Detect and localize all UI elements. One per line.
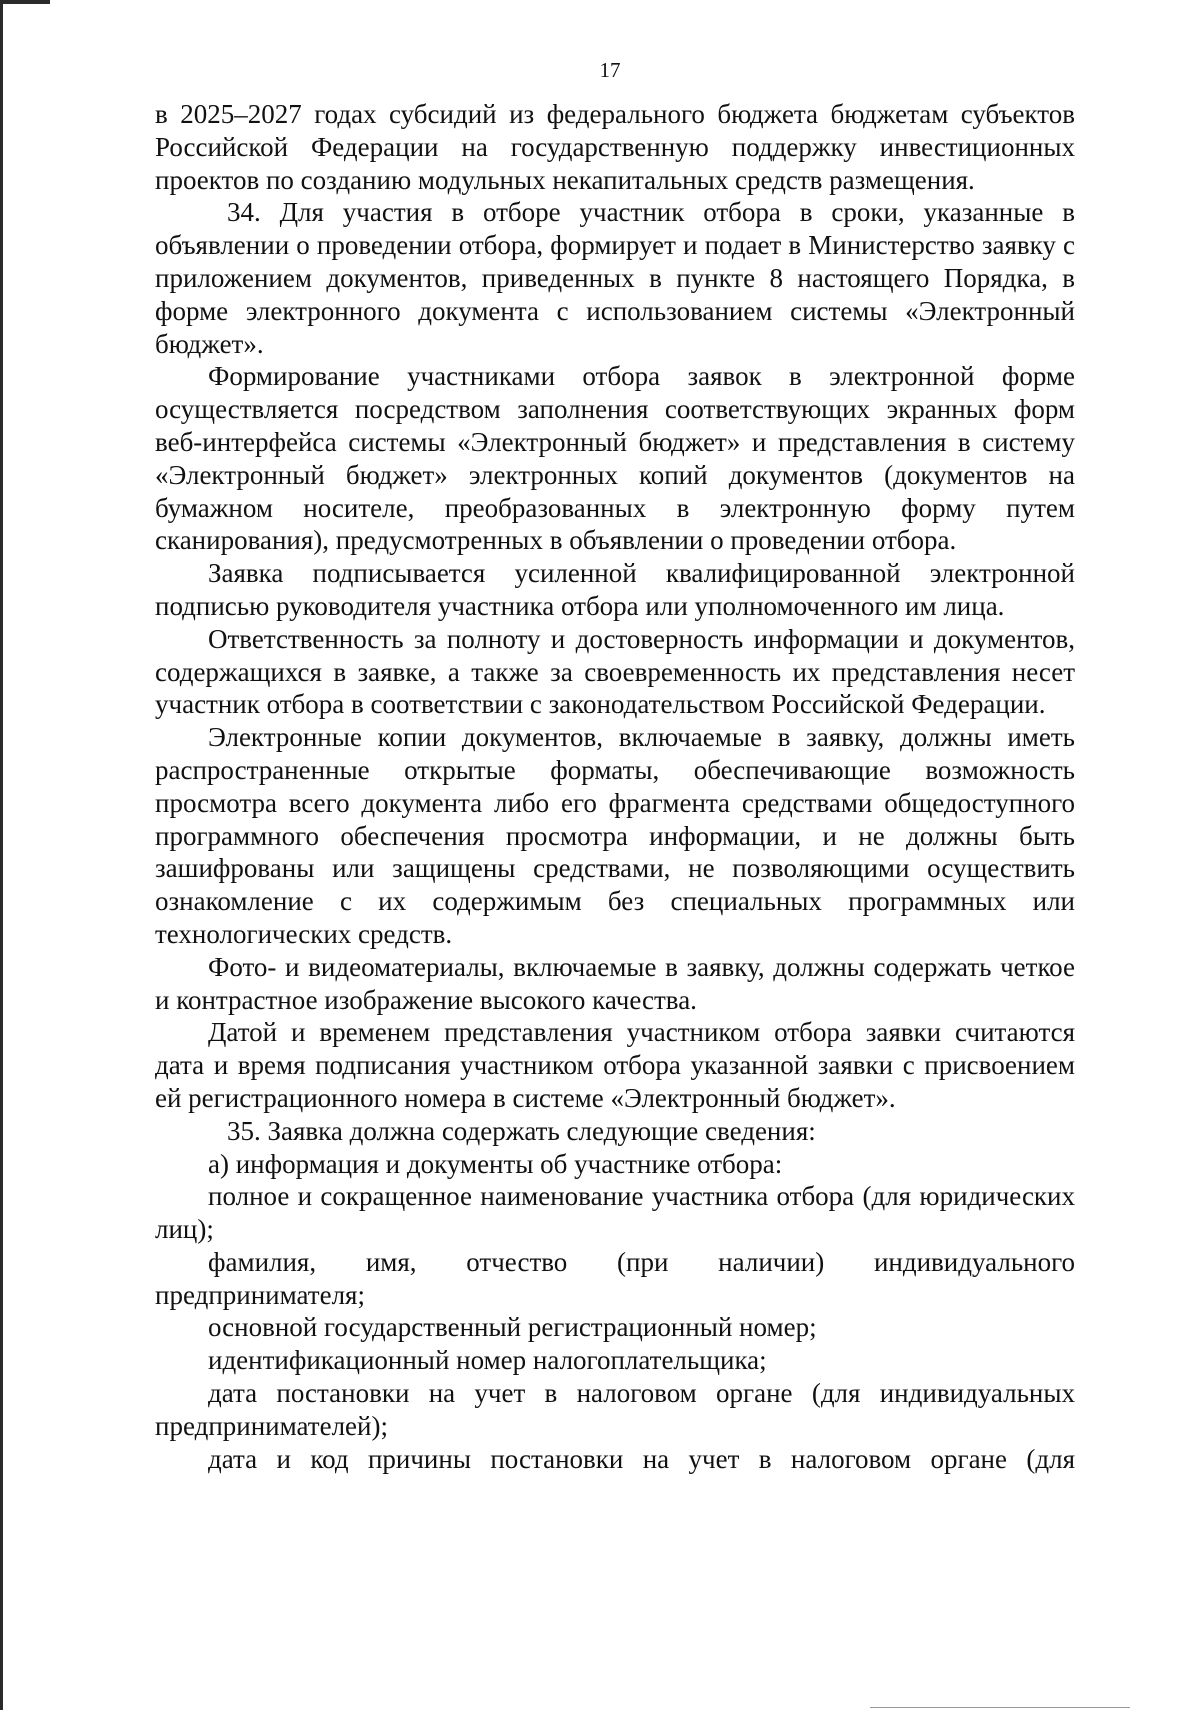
- paragraph-full-name: полное и сокращенное наименование участника отбора (для юридических лиц);: [155, 1181, 1075, 1245]
- scan-edge-bottom: [870, 1707, 1130, 1708]
- paragraph-registration-date: дата постановки на учет в налоговом органе (для индивидуальных предпринимателей);: [155, 1378, 1075, 1441]
- paragraph-item-35: 35. Заявка должна содержать следующие сведения:: [227, 1115, 816, 1146]
- paragraph-subitem-a: а) информация и документы об участнике отбора:: [208, 1148, 783, 1179]
- paragraph-item-34: 34. Для участия в отборе участник отбора в сроки, указанные в объявлении о проведении отбора, формирует и подает в Министерство заявку с приложением документов, приведенных в пункте 8 настоящего Порядка, в форме электронного документа с использованием системы «Электронный бюджет».: [155, 197, 1075, 359]
- paragraph-photo-video: Фото- и видеоматериалы, включаемые в заявку, должны содержать четкое и контрастное изображение высокого качества.: [155, 951, 1075, 1015]
- paragraph-ogrn: основной государственный регистрационный номер;: [208, 1312, 817, 1343]
- scan-edge-top: [0, 0, 50, 4]
- paragraph-electronic-copies: Электронные копии документов, включаемые в заявку, должны иметь распространенные открытые форматы, обеспечивающие возможность просмотра всего документа либо его фрагмента средствами общедоступного программного обеспечения просмотра информации, и не должны быть зашифрованы или защищены средствами, не позволяющими осуществить ознакомление с их содержимым без специальных программных или технологических средств.: [155, 722, 1075, 949]
- page-number: 17: [599, 58, 621, 82]
- paragraph-entrepreneur-name: фамилия, имя, отчество (при наличии) индивидуального предпринимателя;: [155, 1246, 1075, 1310]
- document-body: [155, 98, 1075, 1475]
- paragraph-responsibility: Ответственность за полноту и достоверность информации и документов, содержащихся в заявке, а также за своевременность их представления несет участник отбора в соответствии с законодательством Российской Федерации.: [155, 623, 1075, 720]
- paragraph-kpp: дата и код причины постановки на учет в налоговом органе (для: [208, 1443, 1075, 1474]
- paragraph-submission-date: Датой и временем представления участником отбора заявки считаются дата и время подписания участником отбора указанной заявки с присвоением ей регистрационного номера в системе «Электронный бюджет».: [155, 1017, 1075, 1113]
- scan-edge-left: [0, 0, 3, 1710]
- paragraph-signature: Заявка подписывается усиленной квалифицированной электронной подписью руководителя участника отбора или уполномоченного им лица.: [155, 558, 1075, 621]
- paragraph-electronic-forms: Формирование участниками отбора заявок в электронной форме осуществляется посредством заполнения соответствующих экранных форм веб-интерфейса системы «Электронный бюджет» и представления в систему «Электронный бюджет» электронных копий документов (документов на бумажном носителе, преобразованных в электронную форму путем сканирования), предусмотренных в объявлении о проведении отбора.: [155, 361, 1075, 556]
- paragraph-inn: идентификационный номер налогоплательщика;: [208, 1345, 767, 1376]
- paragraph-continuation: в 2025–2027 годах субсидий из федерального бюджета бюджетам субъектов Российской Федерации на государственную поддержку инвестиционных проектов по созданию модульных некапитальных средств размещения.: [155, 99, 1075, 195]
